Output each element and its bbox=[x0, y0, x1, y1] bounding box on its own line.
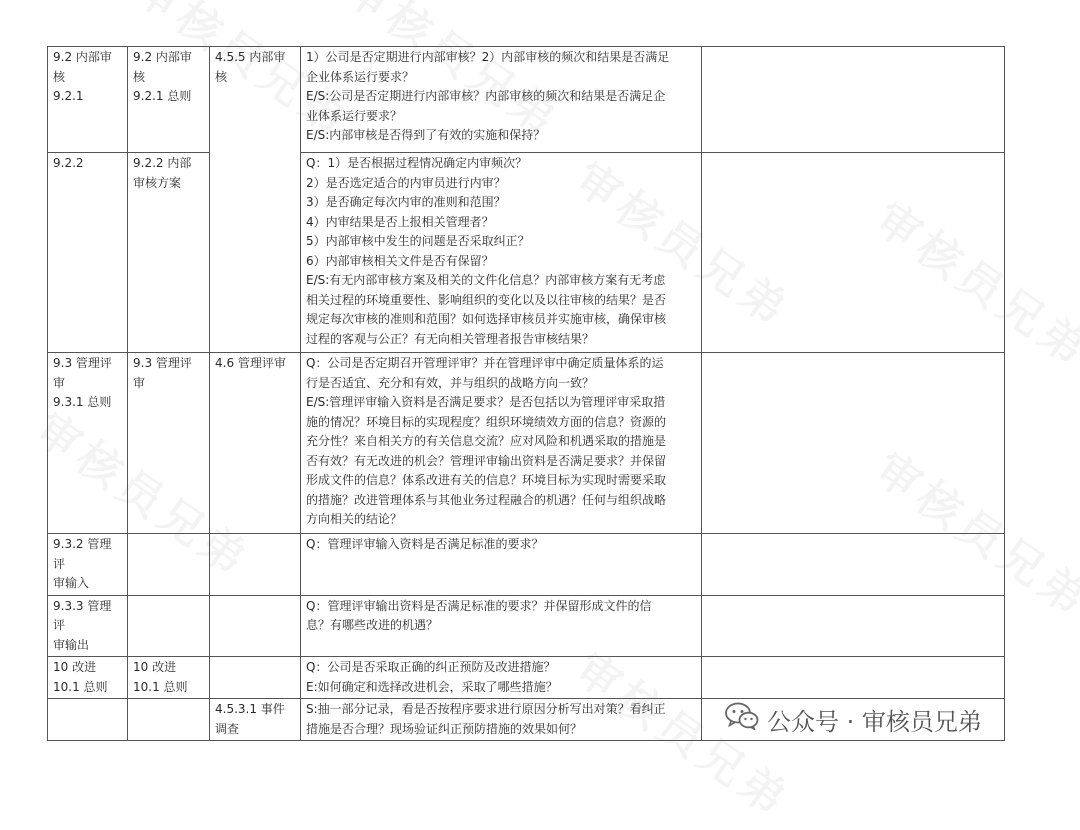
cell-clause bbox=[48, 153, 128, 353]
cell-audit-questions bbox=[301, 657, 702, 699]
cell-text-line: 业体系运行要求？ bbox=[306, 108, 403, 123]
cell-text-line: 9.3.2 管理评 bbox=[53, 537, 112, 571]
cell-text-line: 2）是否选定适合的内审员进行内审？ bbox=[306, 175, 506, 190]
cell-text-line: 充分性？来自相关方的有关信息交流？应对风险和机遇采取的措施是 bbox=[306, 434, 667, 448]
cell-audit-questions bbox=[301, 699, 702, 741]
cell-text-line: 4.6 管理评审 bbox=[215, 356, 286, 370]
cell-text-line: 9.2.1 bbox=[53, 89, 84, 103]
cell-text-line: 审 bbox=[133, 375, 146, 390]
cell-text-line: 核 bbox=[215, 69, 228, 84]
cell-text-line: 10.1 总则 bbox=[53, 679, 108, 694]
cell-audit-notes bbox=[702, 534, 1005, 596]
cell-text-line: E/S:管理评审输入资料是否满足要求？是否包括以为管理评审采取措 bbox=[306, 395, 666, 409]
cell-text-line: E:如何确定和选择改进机会，采取了哪些措施？ bbox=[306, 679, 558, 694]
cell-text-line: 10.1 总则 bbox=[133, 679, 188, 694]
cell-text-line: 9.3 管理评 bbox=[53, 356, 112, 370]
cell-text-line: 10 改进 bbox=[53, 660, 97, 674]
cell-text-line: 4.5.3.1 事件 bbox=[215, 702, 285, 716]
cell-text-line: 行是否适宜、充分和有效，并与组织的战略方向一致？ bbox=[306, 375, 595, 390]
cell-text-line: 审输入 bbox=[53, 576, 90, 590]
cell-audit-notes bbox=[702, 153, 1005, 353]
cell-audit-notes bbox=[702, 595, 1005, 657]
cell-text-line: S:抽一部分记录，看是否按程序要求进行原因分析写出对策？看纠正 bbox=[306, 702, 666, 716]
cell-text-line: 的措施？改进管理体系与其他业务过程融合的机遇？任何与组织战略 bbox=[306, 492, 667, 507]
cell-clause-title bbox=[128, 47, 210, 153]
table-row bbox=[48, 153, 1005, 353]
cell-clause bbox=[48, 353, 128, 534]
audit-checklist-table bbox=[47, 46, 1005, 741]
cell-related-clause bbox=[210, 595, 301, 657]
cell-text-line: 审 bbox=[53, 375, 66, 390]
cell-audit-questions bbox=[301, 534, 702, 596]
cell-text-line: 核 bbox=[133, 69, 146, 84]
cell-text-line: Q：管理评审输出资料是否满足标准的要求？并保留形成文件的信 bbox=[306, 598, 652, 613]
cell-related-clause bbox=[210, 699, 301, 741]
cell-text-line: Q：公司是否定期召开管理评审？并在管理评审中确定质量体系的运 bbox=[306, 356, 664, 370]
cell-clause-title bbox=[128, 153, 210, 353]
cell-audit-notes bbox=[702, 657, 1005, 699]
cell-related-clause bbox=[210, 534, 301, 596]
cell-text-line: Q：公司是否采取正确的纠正预防及改进措施？ bbox=[306, 660, 556, 674]
table-row bbox=[48, 353, 1005, 534]
cell-text-line: 6）内部审核相关文件是否有保留？ bbox=[306, 253, 494, 268]
cell-text-line: 4.5.5 内部审 bbox=[215, 50, 286, 64]
cell-text-line: E/S:内部审核是否得到了有效的实施和保持？ bbox=[306, 128, 546, 142]
table-row bbox=[48, 47, 1005, 153]
cell-text-line: 相关过程的环境重要性、影响组织的变化以及以往审核的结果？是否 bbox=[306, 292, 667, 307]
cell-text-line: 措施是否合理？现场验证纠正预防措施的效果如何？ bbox=[306, 721, 583, 736]
cell-text-line: E/S:有无内部审核方案及相关的文件化信息？内部审核方案有无考虑 bbox=[306, 273, 666, 287]
cell-text-line: 过程的客观与公正？有无向相关管理者报告审核结果？ bbox=[306, 331, 595, 346]
cell-audit-questions bbox=[301, 353, 702, 534]
cell-text-line: 审输出 bbox=[53, 637, 90, 652]
cell-clause-title bbox=[128, 534, 210, 596]
cell-text-line: 5）内部审核中发生的问题是否采取纠正？ bbox=[306, 234, 530, 248]
cell-clause-title bbox=[128, 657, 210, 699]
cell-text-line: 审核方案 bbox=[133, 175, 182, 190]
cell-text-line: 核 bbox=[53, 69, 66, 84]
cell-clause-title bbox=[128, 699, 210, 741]
table-row bbox=[48, 595, 1005, 657]
cell-clause bbox=[48, 699, 128, 741]
cell-text-line: 9.2 内部审 bbox=[133, 50, 192, 64]
cell-text-line: E/S:公司是否定期进行内部审核？内部审核的频次和结果是否满足企 bbox=[306, 89, 666, 103]
cell-related-clause bbox=[210, 353, 301, 534]
cell-clause bbox=[48, 47, 128, 153]
cell-text-line: 10 改进 bbox=[133, 660, 177, 674]
cell-text-line: 3）是否确定每次内审的准则和范围？ bbox=[306, 195, 506, 209]
cell-text-line: 9.2 内部审 bbox=[53, 50, 112, 64]
cell-text-line: 1）公司是否定期进行内部审核？2）内部审核的频次和结果是否满足 bbox=[306, 50, 670, 64]
cell-text-line: 9.2.2 bbox=[53, 156, 84, 170]
cell-clause bbox=[48, 595, 128, 657]
cell-related-clause bbox=[210, 657, 301, 699]
cell-text-line: Q：管理评审输入资料是否满足标准的要求？ bbox=[306, 537, 544, 551]
cell-audit-questions bbox=[301, 153, 702, 353]
cell-text-line: 方向相关的结论？ bbox=[306, 512, 403, 526]
table-row bbox=[48, 534, 1005, 596]
cell-clause-title bbox=[128, 353, 210, 534]
cell-text-line: 4）内审结果是否上报相关管理者？ bbox=[306, 214, 494, 229]
cell-text-line: 9.3 管理评 bbox=[133, 356, 192, 370]
cell-text-line: 9.3.3 管理评 bbox=[53, 598, 112, 632]
cell-clause bbox=[48, 534, 128, 596]
cell-audit-questions bbox=[301, 47, 702, 153]
cell-text-line: 调查 bbox=[215, 721, 240, 736]
cell-clause bbox=[48, 657, 128, 699]
cell-audit-questions bbox=[301, 595, 702, 657]
cell-text-line: 规定每次审核的准则和范围？如何选择审核员并实施审核，确保审核 bbox=[306, 312, 667, 326]
cell-text-line: 9.2.1 总则 bbox=[133, 89, 192, 103]
cell-text-line: 否有效？有无改进的机会？管理评审输出资料是否满足要求？并保留 bbox=[306, 453, 667, 468]
cell-text-line: 9.2.2 内部 bbox=[133, 156, 192, 170]
cell-audit-notes bbox=[702, 353, 1005, 534]
cell-text-line: 企业体系运行要求？ bbox=[306, 69, 415, 84]
wechat-icon bbox=[725, 702, 759, 736]
cell-text-line: Q：1）是否根据过程情况确定内审频次？ bbox=[306, 156, 528, 170]
cell-audit-notes bbox=[702, 47, 1005, 153]
cell-text-line: 息？有哪些改进的机遇？ bbox=[306, 618, 439, 632]
footer-attribution bbox=[725, 704, 982, 734]
cell-clause-title bbox=[128, 595, 210, 657]
cell-text-line: 9.3.1 总则 bbox=[53, 395, 112, 409]
cell-text-line: 施的情况？环境目标的实现程度？组织环境绩效方面的信息？资源的 bbox=[306, 414, 667, 429]
table-row bbox=[48, 657, 1005, 699]
cell-related-clause bbox=[210, 47, 301, 353]
footer-text: 公众号 · 审核员兄弟 bbox=[767, 707, 982, 736]
cell-text-line: 形成文件的信息？体系改进有关的信息？环境目标为实现时需要采取 bbox=[306, 473, 667, 487]
